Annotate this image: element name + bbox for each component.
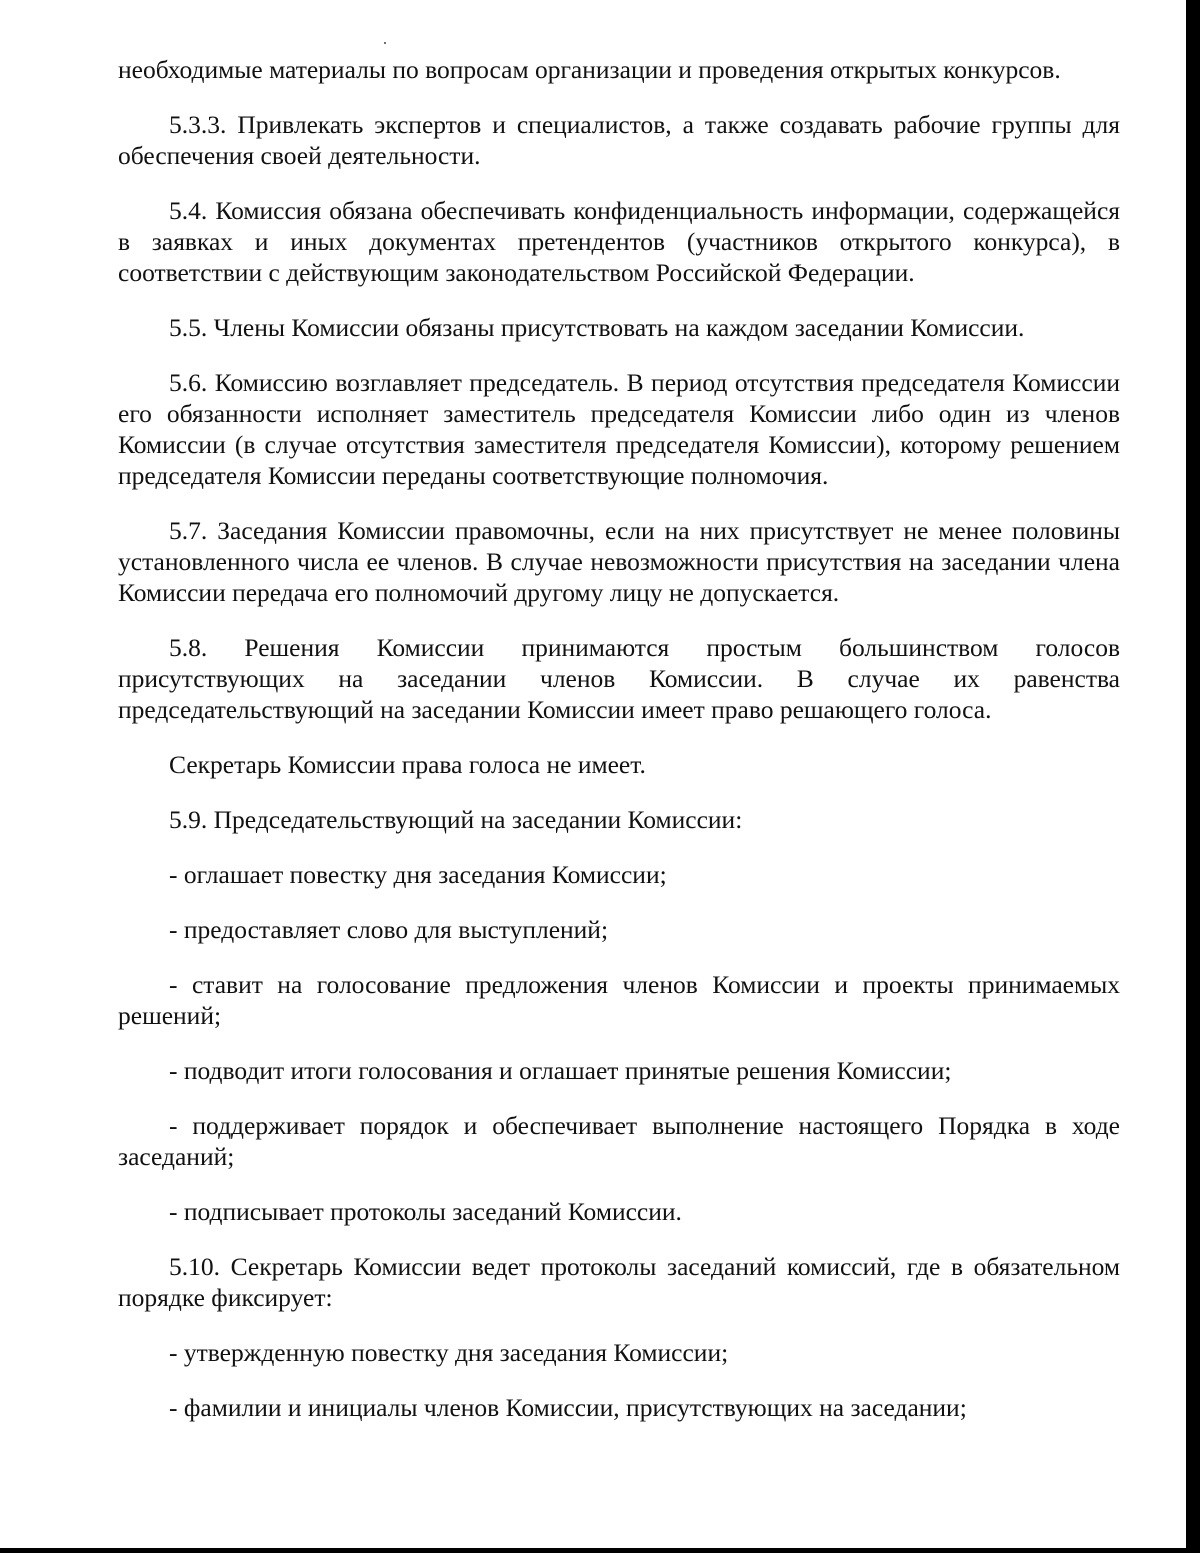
paragraph-5-5: 5.5. Члены Комиссии обязаны присутствовать на каждом заседании Комиссии. [169, 313, 1025, 342]
list-item-attendees: - фамилии и инициалы членов Комиссии, присутствующих на заседании; [169, 1393, 967, 1422]
list-item-results: - подводит итоги голосования и оглашает принятые решения Комиссии; [169, 1056, 952, 1085]
paragraph-5-4: 5.4. Комиссия обязана обеспечивать конфиденциальность информации, содержащейся в заявках и иных документах претендентов (участников открытого конкурса), в соответствии с действующим законодательством Российской Федерации. [118, 196, 1120, 287]
paragraph-5-10: 5.10. Секретарь Комиссии ведет протоколы заседаний комиссий, где в обязательном порядке фиксирует: [118, 1252, 1120, 1312]
paragraph-secretary-vote: Секретарь Комиссии права голоса не имеет. [169, 750, 646, 779]
list-item-agenda: - оглашает повестку дня заседания Комиссии; [169, 860, 667, 889]
paragraph-5-9: 5.9. Председательствующий на заседании Комиссии: [169, 805, 743, 834]
list-item-order: - поддерживает порядок и обеспечивает выполнение настоящего Порядка в ходе заседаний; [118, 1111, 1120, 1171]
list-item-vote: - ставит на голосование предложения членов Комиссии и проекты принимаемых решений; [118, 970, 1120, 1030]
scan-edge-bottom [0, 1548, 1200, 1553]
list-item-sign: - подписывает протоколы заседаний Комиссии. [169, 1197, 682, 1226]
paragraph-5-3-3: 5.3.3. Привлекать экспертов и специалистов, а также создавать рабочие группы для обеспечения своей деятельности. [118, 110, 1120, 170]
scan-edge-right [1186, 0, 1200, 1553]
list-item-approved-agenda: - утвержденную повестку дня заседания Комиссии; [169, 1338, 729, 1367]
paragraph-5-8: 5.8. Решения Комиссии принимаются простым большинством голосов присутствующих на заседании членов Комиссии. В случае их равенства председательствующий на заседании Комиссии имеет право решающего голоса. [118, 633, 1120, 724]
paragraph-5-6: 5.6. Комиссию возглавляет председатель. В период отсутствия председателя Комиссии его обязанности исполняет заместитель председателя Комиссии либо один из членов Комиссии (в случае отсутствия заместителя председателя Комиссии), которому решением председателя Комиссии переданы соответствующие полномочия. [118, 368, 1120, 490]
scan-speck [384, 42, 386, 44]
list-item-floor: - предоставляет слово для выступлений; [169, 915, 609, 944]
document-body [118, 54, 1120, 1447]
paragraph-continuation: необходимые материалы по вопросам организации и проведения открытых конкурсов. [118, 55, 1061, 84]
paragraph-5-7: 5.7. Заседания Комиссии правомочны, если на них присутствует не менее половины установленного числа ее членов. В случае невозможности присутствия на заседании члена Комиссии передача его полномочий другому лицу не допускается. [118, 516, 1120, 607]
